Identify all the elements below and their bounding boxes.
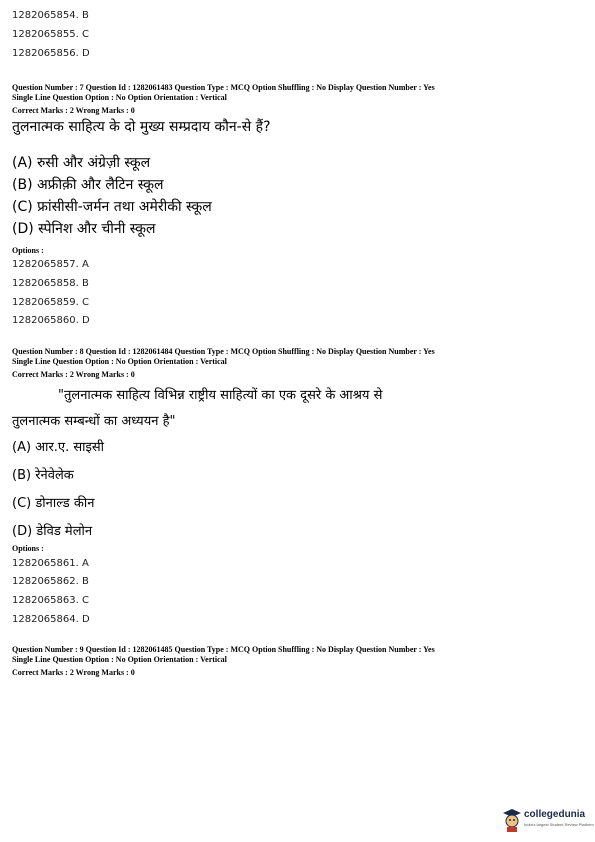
question-8-text-line-2: तुलनात्मक सम्बन्धों का अध्ययन है" [12, 414, 176, 429]
question-8-choice-d: (D) डेविड मेलोन [12, 524, 93, 539]
options-label: Options : [12, 544, 44, 553]
question-meta-line: Single Line Question Option : No Option Orientation : Vertical [12, 356, 227, 366]
brand-name: collegedunia [524, 809, 586, 820]
option-id-line: 1282065859. C [12, 297, 89, 308]
collegedunia-logo [502, 808, 592, 834]
question-8-text-line-1: "तुलनात्मक साहित्य विभिन्न राष्ट्रीय साहित्यों का एक दूसरे के आश्रय से [58, 388, 383, 403]
option-id-line: 1282065856. D [12, 48, 90, 59]
option-id-line: 1282065863. C [12, 595, 89, 606]
option-id-line: 1282065862. B [12, 576, 89, 587]
question-7-choice-c: (C) फ्रांसीसी-जर्मन तथा अमेरीकी स्कूल [12, 199, 212, 215]
options-label: Options : [12, 246, 44, 255]
question-8-choice-c: (C) डोनाल्ड कीन [12, 496, 95, 511]
question-meta-line: Question Number : 7 Question Id : 1282061483 Question Type : MCQ Option Shuffling : No Display Question Number : Yes [12, 83, 435, 92]
marks-line: Correct Marks : 2 Wrong Marks : 0 [12, 668, 135, 677]
marks-line: Correct Marks : 2 Wrong Marks : 0 [12, 370, 135, 379]
marks-line: Correct Marks : 2 Wrong Marks : 0 [12, 106, 135, 115]
question-8-meta [12, 347, 582, 366]
question-meta-line: Single Line Question Option : No Option Orientation : Vertical [12, 92, 227, 102]
graduate-mascot-icon [502, 808, 522, 832]
question-9-meta [12, 645, 582, 664]
question-7-text: तुलनात्मक साहित्य के दो मुख्य सम्प्रदाय कौन-से हैं? [12, 119, 271, 135]
question-meta-line: Question Number : 9 Question Id : 1282061485 Question Type : MCQ Option Shuffling : No Display Question Number : Yes [12, 645, 435, 654]
question-7-choice-b: (B) अफ्रीक़ी और लैटिन स्कूल [12, 177, 164, 193]
question-8-choice-a: (A) आर.ए. साइसी [12, 440, 105, 455]
option-id-line: 1282065857. A [12, 259, 89, 270]
option-id-line: 1282065860. D [12, 315, 90, 326]
option-id-line: 1282065858. B [12, 278, 89, 289]
option-id-line: 1282065854. B [12, 10, 89, 21]
question-7-meta [12, 83, 582, 102]
option-id-line: 1282065861. A [12, 558, 89, 569]
question-8-choice-b: (B) रेनेवेलेक [12, 468, 74, 483]
question-7-choice-a: (A) रुसी और अंग्रेज़ी स्कूल [12, 155, 151, 171]
question-7-choice-d: (D) स्पेनिश और चीनी स्कूल [12, 221, 156, 237]
question-meta-line: Single Line Question Option : No Option Orientation : Vertical [12, 654, 227, 664]
question-meta-line: Question Number : 8 Question Id : 1282061484 Question Type : MCQ Option Shuffling : No Display Question Number : Yes [12, 347, 435, 356]
option-id-line: 1282065864. D [12, 614, 90, 625]
brand-tagline: India's largest Student Review Platform [524, 822, 594, 827]
option-id-line: 1282065855. C [12, 29, 89, 40]
